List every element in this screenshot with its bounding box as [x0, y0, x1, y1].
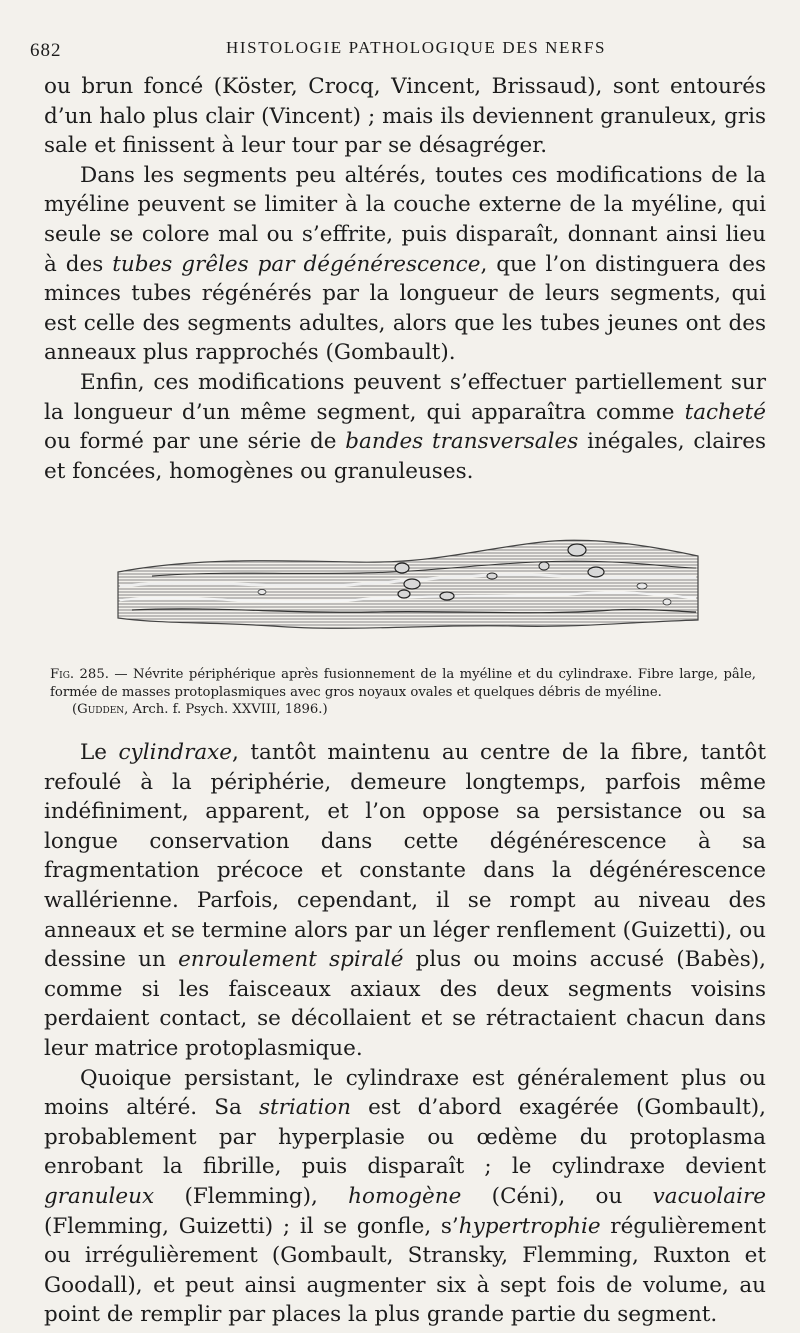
- nerve-fiber-engraving: [112, 528, 702, 648]
- term-granuleux: granuleux: [44, 1183, 155, 1209]
- term-homogene: homogène: [348, 1183, 462, 1209]
- term-cylindraxe: cylindraxe: [118, 740, 233, 765]
- myelin-debris: [637, 583, 647, 589]
- caption-source: (Gudden, Arch. f. Psych. XXVIII, 1896.): [72, 702, 328, 718]
- paragraph-degenerescence: Dans les segments peu altérés, toutes ces modifications de la myéline peuvent se limiter à la couche externe de la myéline, qui seule se colore mal ou s’effrite, puis disparaît, donnant ainsi lieu à des tubes grêles par dégénérescence, que l’on distinguera des minces tubes régénérés par la longueur de leurs segments, qui est celle des segments adultes, alors que les tubes jeunes ont des anneaux plus rapprochés (Gombault).: [44, 162, 766, 366]
- nucleus-oval: [539, 562, 549, 570]
- term-vacuolaire: vacuolaire: [652, 1183, 766, 1209]
- term-hypertrophie: hypertrophie: [458, 1213, 601, 1239]
- running-title: HISTOLOGIE PATHOLOGIQUE DES NERFS: [226, 38, 607, 57]
- myelin-debris: [258, 590, 266, 595]
- nucleus-oval: [568, 544, 586, 556]
- term-bandes-transversales: bandes transversales: [345, 429, 579, 455]
- figure-caption: [50, 666, 756, 719]
- term-enroulement-spirale: enroulement spiralé: [178, 947, 404, 973]
- caption-label: Fig. 285.: [50, 667, 109, 682]
- nucleus-oval: [440, 592, 454, 600]
- term-tachete: tacheté: [684, 399, 766, 425]
- term-striation: striation: [258, 1095, 351, 1121]
- caption-text: — Névrite périphérique après fusionnement de la myéline et du cylindraxe. Fibre large, pâle, formée de masses protoplasmiques avec gros noyaux ovales et quelques débris de myéline.: [50, 667, 756, 700]
- paragraph-continued: ou brun foncé (Köster, Crocq, Vincent, Brissaud), sont entourés d’un halo plus clair (Vincent) ; mais ils deviennent granuleux, gris sale et finissent à leur tour par se désagréger.: [44, 74, 766, 159]
- nucleus-oval: [395, 563, 409, 573]
- figure-285-illustration: [112, 528, 702, 648]
- page-header: [30, 36, 770, 64]
- paragraph-segments: Enfin, ces modifications peuvent s’effectuer partiellement sur la longueur d’un même segment, qui apparaîtra comme tacheté ou formé par une série de bandes transversales inégales, claires et foncées, homogènes ou granuleuses.: [44, 369, 767, 484]
- myelin-debris: [663, 599, 671, 605]
- nucleus-oval: [404, 579, 420, 589]
- paragraph-cylindraxe: Le cylindraxe, tantôt maintenu au centre de la fibre, tantôt refoulé à la périphérie, demeure longtemps, parfois même indéfiniment, apparent, et l’on oppose sa persistance ou sa longue conservation dans cette dégénérescence à sa fragmentation précoce et constante dans la dégénérescence wallérienne. Parfois, cependant, il se rompt au niveau des anneaux et se termine alors par un léger renflement (Guizetti), ou dessine un enroulement spiralé plus ou moins accusé (Babès), comme si les faisceaux axiaux des deux segments voisins perdaient contact, se décollaient et se rétractaient chacun dans leur matrice protoplasmique.: [44, 740, 766, 1061]
- nucleus-oval: [588, 567, 604, 577]
- paragraph-alteration: Quoique persistant, le cylindraxe est généralement plus ou moins altéré. Sa striation est d’abord exagérée (Gombault), probablement par hyperplasie ou œdème du protoplasma enrobant la fibrille, puis disparaît ; le cylindraxe devient granuleux (Flemming), homogène (Céni), ou vacuolaire (Flemming, Guizetti) ; il se gonfle, s’hypertrophie régulièrement ou irrégulièrement (Gombault, Stransky, Flemming, Ruxton et Goodall), et peut ainsi augmenter six à sept fois de volume, au point de remplir par places la plus grande partie du segment.: [44, 1065, 766, 1328]
- page-number: 682: [30, 40, 62, 61]
- lower-text-block: [44, 738, 766, 1330]
- upper-text-block: [44, 72, 766, 486]
- term-tubes-greles: tubes grêles par dégénérescence: [112, 251, 481, 277]
- nucleus-oval: [398, 590, 410, 598]
- nucleus-oval: [487, 573, 497, 579]
